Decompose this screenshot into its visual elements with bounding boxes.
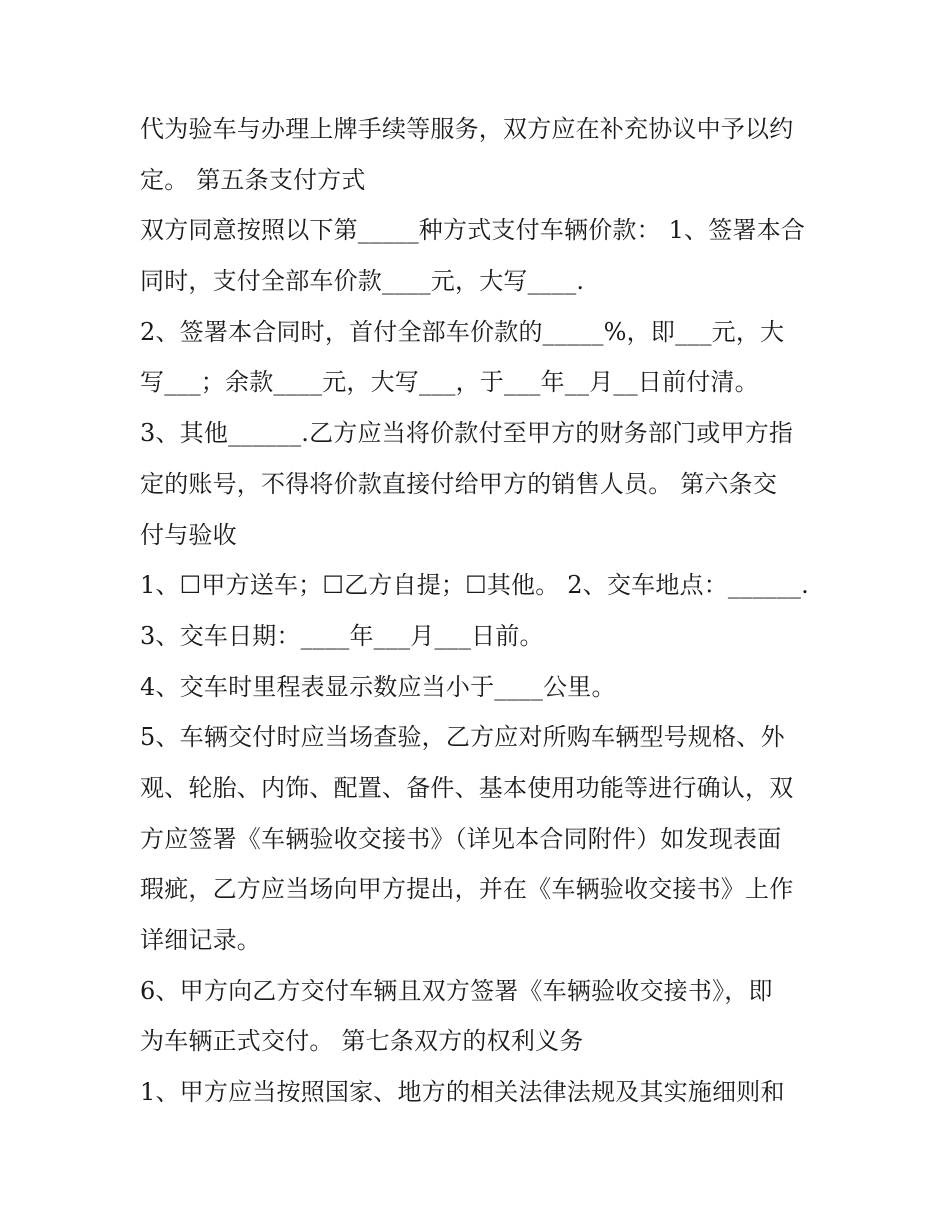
text-line: 3、交车日期：____年___月___日前。	[140, 621, 544, 650]
text-line: 1、甲方应当按照国家、地方的相关法律法规及其实施细则和	[140, 1078, 785, 1107]
text-line: 双方同意按照以下第_____种方式支付车辆价款： 1、签署本合	[140, 216, 806, 245]
text-line: 2、签署本合同时，首付全部车价款的_____%，即___元，大	[140, 317, 785, 346]
text-line: 付与验收	[140, 520, 237, 549]
text-line: 6、甲方向乙方交付车辆且双方签署《车辆验收交接书》，即	[140, 976, 773, 1005]
text-line: 1、☐甲方送车；☐乙方自提；☐其他。 2、交车地点：______.	[140, 571, 809, 600]
text-line: 详细记录。	[140, 926, 261, 954]
text-line: 代为验车与办理上牌手续等服务，双方应在补充协议中予以约	[140, 115, 794, 143]
text-line: 方应签署《车辆验收交接书》（详见本合同附件）如发现表面	[140, 824, 782, 853]
text-line: 5、车辆交付时应当场查验，乙方应对所购车辆型号规格、外	[140, 723, 785, 752]
text-line: 写___；余款____元，大写___，于___年__月__日前付清。	[140, 368, 759, 397]
text-line: 同时，支付全部车价款____元，大写____.	[140, 267, 585, 296]
text-line: 为车辆正式交付。 第七条双方的权利义务	[140, 1027, 584, 1056]
text-line: 瑕疵，乙方应当场向甲方提出，并在《车辆验收交接书》上作	[140, 875, 794, 904]
text-line: 4、交车时里程表显示数应当小于____公里。	[140, 672, 616, 701]
document-body	[140, 104, 820, 1118]
text-line: 3、其他______.乙方应当将价款付至甲方的财务部门或甲方指	[140, 419, 794, 448]
text-line: 定的账号，不得将价款直接付给甲方的销售人员。 第六条交	[140, 469, 778, 498]
text-line: 定。 第五条支付方式	[140, 165, 366, 194]
text-line: 观、轮胎、内饰、配置、备件、基本使用功能等进行确认，双	[140, 773, 794, 802]
